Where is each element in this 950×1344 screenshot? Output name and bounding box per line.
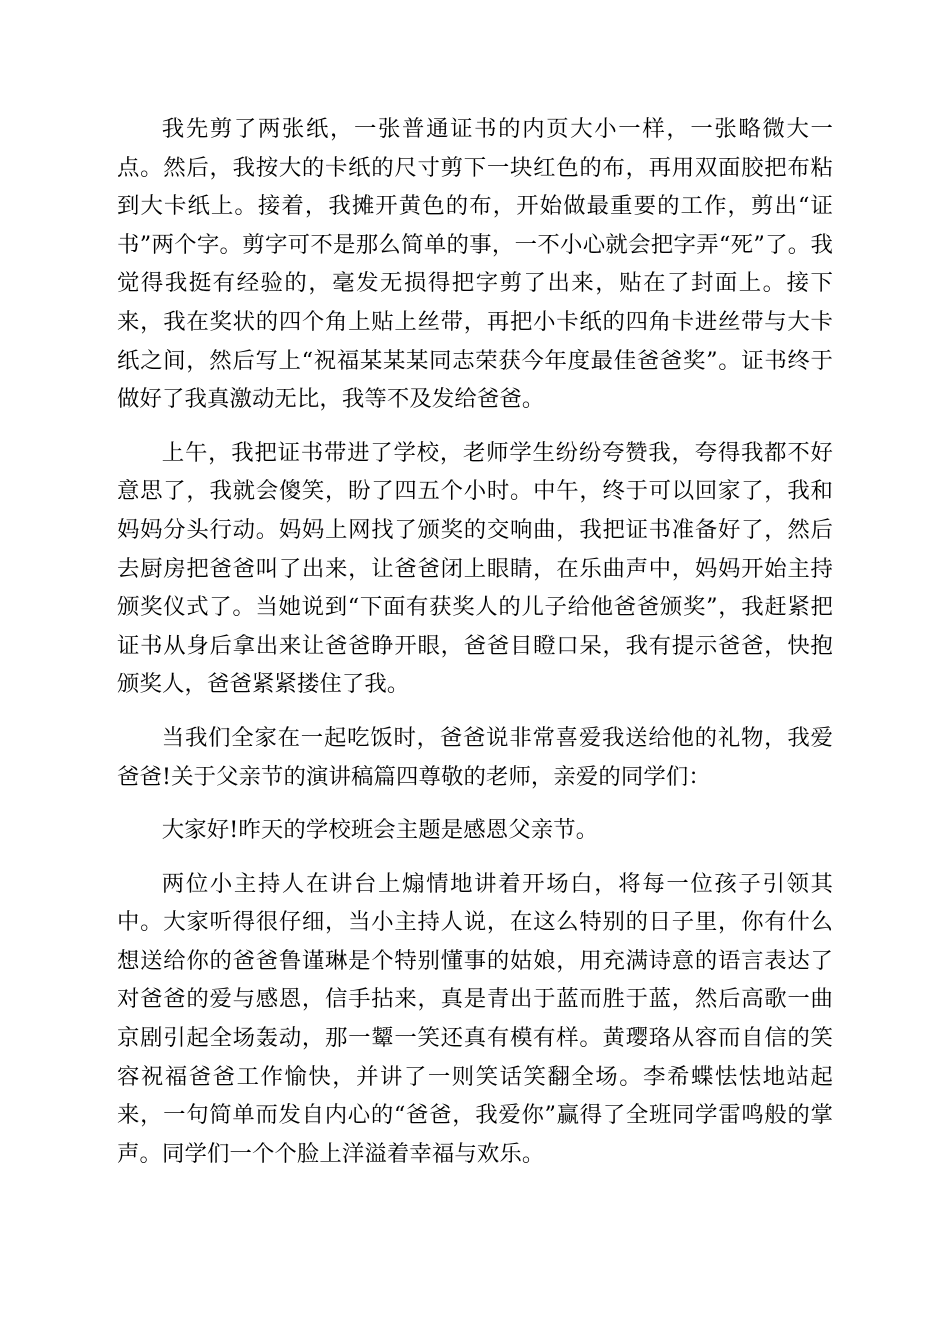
paragraph-certificate-making: 我先剪了两张纸，一张普通证书的内页大小一样，一张略微大一点。然后，我按大的卡纸的尺寸剪下一块红色的布，再用双面胶把布粘到大卡纸上。接着，我摊开黄色的布，开始做最重要的工作，剪出“证书”两个字。剪字可不是那么简单的事，一不小心就会把字弄“死”了。我觉得我挺有经验的，毫发无损得把字剪了出来，贴在了封面上。接下来，我在奖状的四个角上贴上丝带，再把小卡纸的四角卡进丝带与大卡纸之间，然后写上“祝福某某某同志荣获今年度最佳爸爸奖”。证书终于做好了我真激动无比，我等不及发给爸爸。 (117, 116, 833, 413)
paragraph-family-dinner: 当我们全家在一起吃饭时，爸爸说非常喜爱我送给他的礼物，我爱爸爸!关于父亲节的演讲稿篇四尊敬的老师，亲爱的同学们： (117, 724, 833, 790)
paragraph-class-meeting: 两位小主持人在讲台上煽情地讲着开场白，将每一位孩子引领其中。大家听得很仔细，当小主持人说，在这么特别的日子里，你有什么想送给你的爸爸鲁谨琳是个特别懂事的姑娘，用充满诗意的语言表达了对爸爸的爱与感恩，信手拈来，真是青出于蓝而胜于蓝，然后高歌一曲京剧引起全场轰动，那一颦一笑还真有模有样。黄璎珞从容而自信的笑容祝福爸爸工作愉快，并讲了一则笑话笑翻全场。李希蝶怯怯地站起来，一句简单而发自内心的“爸爸，我爱你”赢得了全班同学雷鸣般的掌声。同学们一个个脸上洋溢着幸福与欢乐。 (117, 870, 833, 1167)
paragraph-award-ceremony: 上午，我把证书带进了学校，老师学生纷纷夸赞我，夸得我都不好意思了，我就会傻笑，盼了四五个小时。中午，终于可以回家了，我和妈妈分头行动。妈妈上网找了颁奖的交响曲，我把证书准备好了，然后去厨房把爸爸叫了出来，让爸爸闭上眼睛，在乐曲声中，妈妈开始主持颁奖仪式了。当她说到“下面有获奖人的儿子给他爸爸颁奖”，我赶紧把证书从身后拿出来让爸爸睁开眼，爸爸目瞪口呆，我有提示爸爸，快抱颁奖人，爸爸紧紧搂住了我。 (117, 439, 833, 698)
paragraph-greeting: 大家好!昨天的学校班会主题是感恩父亲节。 (161, 817, 599, 844)
